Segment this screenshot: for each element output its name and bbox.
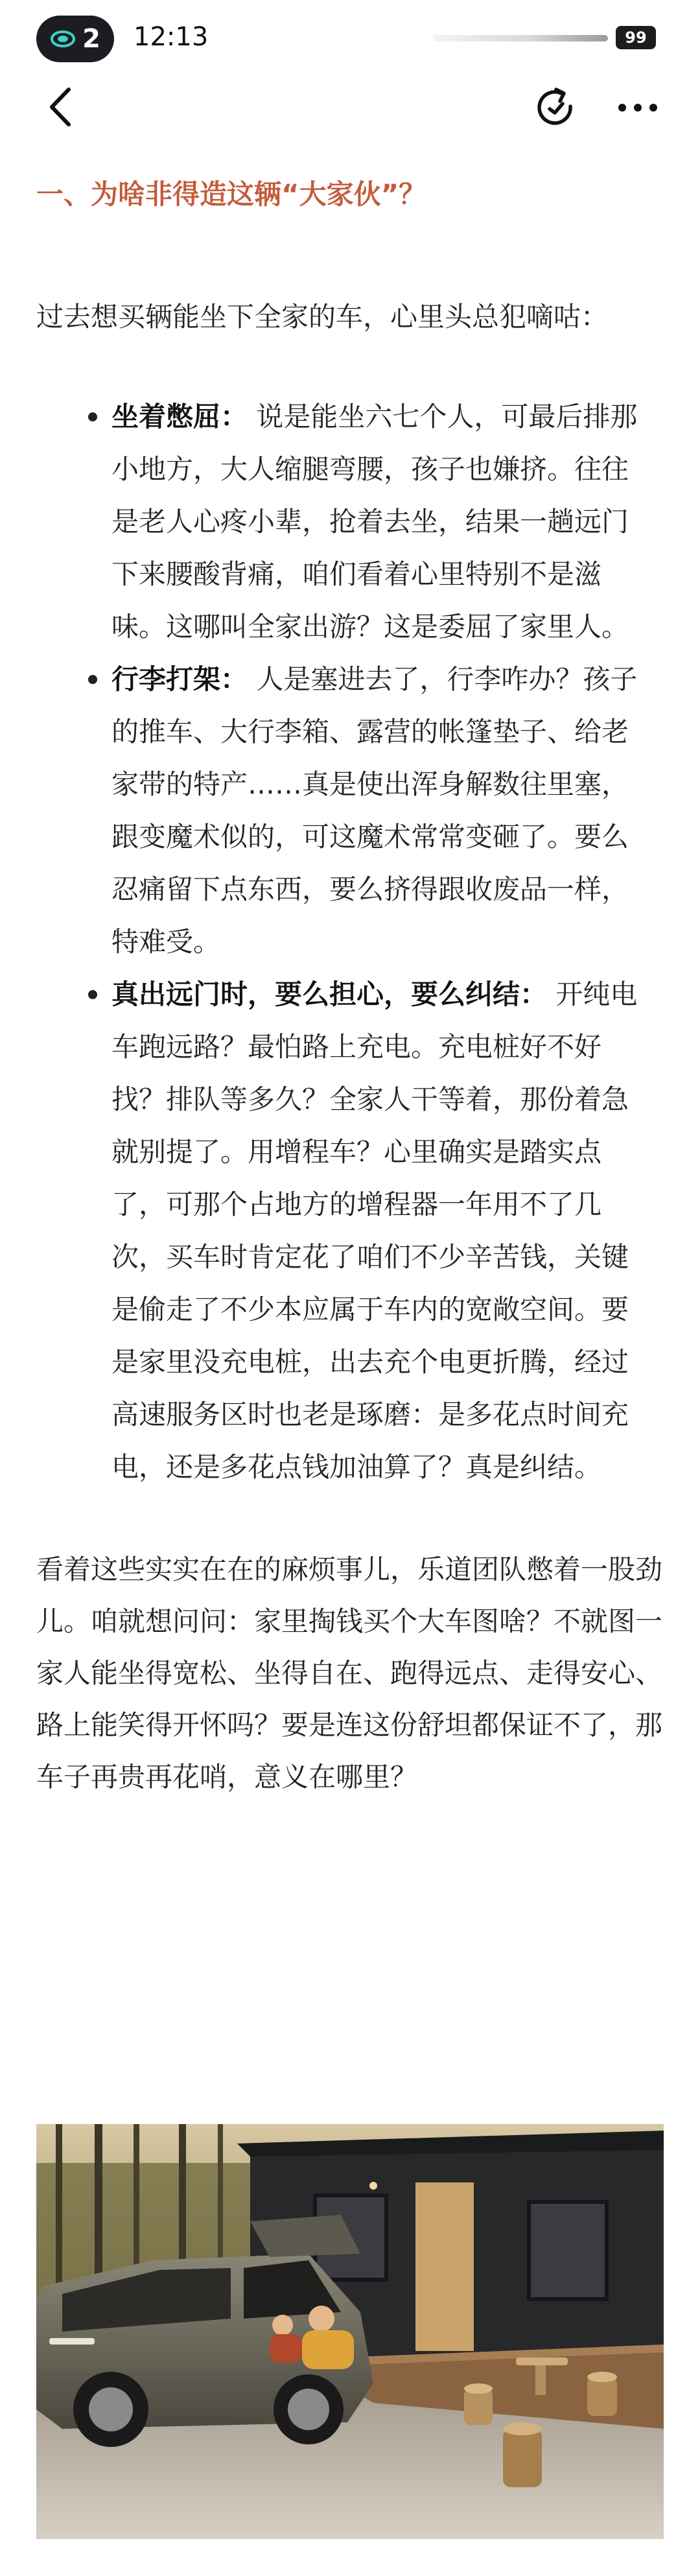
list-item-text: 人是塞进去了，行李咋办？孩子的推车、大行李箱、露营的帐篷垫子、给老家带的特产……真是使出浑身解数往里塞，跟变魔术似的，可这魔术常常变砸了。要么忍痛留下点东西，要么挤得跟收废品一样，特难受。 <box>111 663 638 958</box>
list-item-luggage <box>36 653 664 968</box>
nav-bar <box>0 71 700 143</box>
list-item-text: 开纯电车跑远路？最怕路上充电。充电桩好不好找？排队等多久？全家人干等着，那份着急就别提了。用增程车？心里确实是踏实点了，可那个占地方的增程器一年用不了几次，买车时肯定花了咱们不少辛苦钱，关键是偷走了不少本应属于车内的宽敞空间。要是家里没充电桩，出去充个电更折腾，经过高速服务区时也老是琢磨：是多花点时间充电，还是多花点钱加油算了？真是纠结。 <box>111 978 638 1483</box>
list-item-seating <box>36 390 664 653</box>
app-notification-pill[interactable] <box>36 16 114 62</box>
list-item-long-trip <box>36 968 664 1493</box>
back-button[interactable] <box>41 83 80 131</box>
article-photo[interactable] <box>36 2124 664 2539</box>
bullet-dot <box>88 990 97 999</box>
app-badge-count: 2 <box>82 24 100 54</box>
list-item-title: 行李打架： <box>111 663 248 695</box>
conclusion-paragraph: 看着这些实实在在的麻烦事儿，乐道团队憋着一股劲儿。咱就想问问：家里掏钱买个大车图啥？不就图一家人能坐得宽松、坐得自在、跑得远点、走得安心、路上能笑得开怀吗？要是连这份舒坦都保证不了，那车子再贵再花哨，意义在哪里？ <box>36 1554 663 1793</box>
refresh-icon[interactable] <box>533 84 579 131</box>
section-heading: 一、为啥非得造这辆“大家伙”？ <box>36 178 426 210</box>
bullet-dot <box>88 412 97 421</box>
list-item-title: 真出远门时，要么担心，要么纠结： <box>111 978 548 1010</box>
more-dots-icon[interactable] <box>614 95 661 121</box>
bullet-dot <box>88 675 97 684</box>
pain-points-list <box>36 390 664 1493</box>
article-body <box>36 156 664 1803</box>
battery-indicator: 99 <box>616 26 656 49</box>
app-icon <box>50 26 76 52</box>
signal-indicator <box>433 35 608 41</box>
list-item-text: 说是能坐六七个人，可最后排那小地方，大人缩腿弯腰，孩子也嫌挤。往往是老人心疼小辈，抢着去坐，结果一趟远门下来腰酸背痛，咱们看着心里特别不是滋味。这哪叫全家出游？这是委屈了家里人。 <box>111 401 638 643</box>
intro-paragraph: 过去想买辆能坐下全家的车，心里头总犯嘀咕： <box>36 301 609 333</box>
list-item-title: 坐着憋屈： <box>111 401 248 432</box>
suv-camping-illustration <box>36 2124 664 2539</box>
status-time: 12:13 <box>134 22 209 52</box>
status-bar <box>0 0 700 71</box>
